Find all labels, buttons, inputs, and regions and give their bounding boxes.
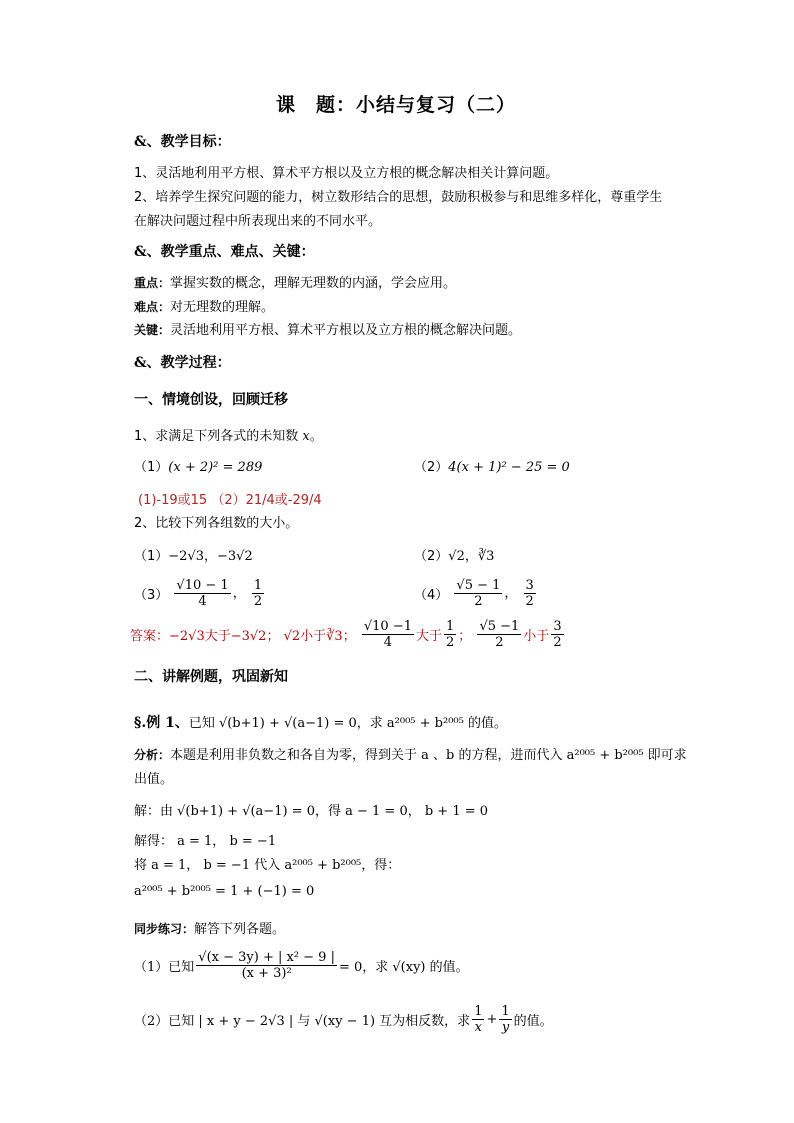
practice-2 (134, 1004, 553, 1035)
frac-denominator: 2 (525, 594, 534, 609)
section-1-heading: 一、情境创设，回顾迁移 (134, 392, 288, 408)
practice-label: 同步练习： (134, 922, 195, 936)
goal-2-cont: 在解决问题过程中所表现出来的不同水平。 (134, 214, 382, 229)
frac-denominator: 2 (253, 594, 263, 609)
question-2a-expr: −2√3，−3√2 (168, 549, 253, 564)
question-1b-label: （2） (414, 460, 449, 475)
analysis-line-1 (134, 744, 687, 763)
frac-numerator: 3 (525, 578, 534, 593)
section-2-heading: 二、讲解例题，巩固新知 (134, 669, 288, 685)
key-line (134, 319, 521, 338)
practice-1-post: = 0，求 √(xy) 的值。 (338, 960, 469, 975)
goal-1: 1、灵活地利用平方根、算术平方根以及立方根的概念解决相关计算问题。 (134, 166, 559, 181)
frac-denominator: 4 (198, 594, 207, 609)
frac-numerator: 1 (501, 1004, 510, 1019)
question-2d-frac (454, 578, 502, 609)
question-1b-expr: 4(x + 1)² − 25 = 0 (448, 460, 570, 475)
answer-3-relation: 大于 (415, 629, 442, 644)
answer-4-frac2 (551, 619, 563, 650)
practice-1-frac (196, 950, 337, 981)
difficulty-label: 难点： (134, 300, 171, 314)
question-1a-expr: (x + 2)² = 289 (168, 460, 263, 475)
question-2a-label: （1） (134, 549, 169, 564)
frac-numerator: √(x − 3y) + | x² − 9 | (198, 950, 335, 965)
question-1-end: 。 (309, 429, 323, 444)
question-2c: （3） $\frac{√10 - 1}{4}$ ， $\frac{1}{2}$ (134, 578, 263, 609)
question-2b (414, 545, 494, 564)
plus-sign: + (486, 1012, 498, 1027)
solution-line-4: a²⁰⁰⁵ + b²⁰⁰⁵ = 1 + (−1) = 0 (134, 884, 315, 899)
question-1a-label: （1） (134, 460, 169, 475)
key-label: 关键： (134, 323, 171, 337)
question-2: 2、比较下列各组数的大小。 (134, 516, 299, 531)
question-2d: （4） $\frac{√5 - 1}{2}$ ， $\frac{3}{2}$ (414, 578, 534, 609)
frac-denominator: 2 (495, 635, 504, 650)
frac-numerator: √5 −1 (479, 619, 520, 634)
frac-numerator: 1 (474, 1004, 483, 1019)
example-1 (134, 712, 507, 732)
question-1-text: 1、求满足下列各式的未知数 (134, 429, 299, 444)
solution-line-2: 解得： a = 1， b = −1 (134, 834, 277, 849)
question-2c-frac (174, 578, 230, 609)
question-1-answer: (1)-19或15 （2）21/4或-29/4 (138, 493, 322, 508)
frac-numerator: 1 (446, 619, 455, 634)
frac-numerator: √10 −1 (363, 619, 412, 634)
difficulty-line (134, 296, 274, 315)
question-1b (414, 456, 570, 475)
analysis-line-2: 出值。 (134, 772, 174, 787)
solution-line-3: 将 a = 1， b = −1 代入 a²⁰⁰⁵ + b²⁰⁰⁵，得： (134, 858, 401, 873)
practice-1-pre: （1）已知 (134, 960, 195, 975)
frac-denominator: y (501, 1020, 510, 1035)
question-1-var: x (302, 429, 310, 444)
answer-1: −2√3大于−3√2； (169, 629, 280, 644)
goals-heading: &、教学目标： (134, 134, 231, 150)
focus-line (134, 272, 456, 291)
frac-denominator: 2 (446, 635, 455, 650)
practice-2-post: 的值。 (513, 1014, 553, 1029)
answer-4-frac (477, 619, 521, 650)
solution-line-1: 解：由 √(b+1) + √(a−1) = 0，得 a − 1 = 0， b + 1 = 0 (134, 804, 489, 819)
answer-3-frac2 (444, 619, 456, 650)
frac-numerator: 1 (253, 578, 263, 593)
frac-numerator: √5 − 1 (456, 578, 501, 593)
practice-2-frac-x (472, 1004, 484, 1035)
frac-denominator: 4 (383, 635, 393, 650)
question-1 (134, 425, 323, 444)
example-text: 已知 √(b+1) + √(a−1) = 0，求 a²⁰⁰⁵ + b²⁰⁰⁵ 的值。 (188, 716, 507, 731)
focus-text: 掌握实数的概念，理解无理数的内涵，学会应用。 (170, 276, 457, 291)
difficulty-text: 对无理数的理解。 (170, 300, 275, 315)
answer-label: 答案： (130, 629, 170, 644)
frac-denominator: 2 (474, 594, 483, 609)
answer-4-relation: 小于 (523, 629, 550, 644)
question-2-answer (130, 619, 566, 650)
practice-text: 解答下列各题。 (194, 922, 286, 937)
answer-2: √2小于∛3； (283, 629, 356, 644)
answer-3-end: ； (458, 629, 472, 644)
key-text: 灵活地利用平方根、算术平方根以及立方根的概念解决问题。 (170, 323, 522, 338)
question-2a (134, 545, 253, 564)
page-title: 课 题：小结与复习（二） (276, 94, 517, 116)
question-2c-frac2 (252, 578, 264, 609)
question-2b-expr: √2，∛3 (448, 549, 495, 564)
practice-1 (134, 950, 469, 981)
process-heading: &、教学过程： (134, 355, 231, 371)
frac-numerator: √10 − 1 (176, 578, 229, 593)
question-1a (134, 456, 262, 475)
goal-2: 2、培养学生探究问题的能力，树立数形结合的思想，鼓励积极参与和思维多样化，尊重学生 (134, 190, 663, 205)
practice-line (134, 918, 285, 937)
practice-2-frac-y (499, 1004, 511, 1035)
question-2d-frac2 (524, 578, 536, 609)
focus-label: 重点： (134, 276, 171, 290)
question-2b-label: （2） (414, 549, 449, 564)
analysis-label: 分析： (134, 748, 171, 762)
analysis-text: 本题是利用非负数之和各自为零，得到关于 a 、b 的方程，进而代入 a²⁰⁰⁵ + b²⁰⁰⁵ 即可求 (170, 748, 687, 763)
frac-denominator: (x + 3)² (241, 966, 292, 981)
question-2d-label: （4） (414, 588, 449, 603)
practice-2-pre: （2）已知 | x + y − 2√3 | 与 √(xy − 1) 互为相反数，求 (134, 1014, 471, 1029)
question-2c-label: （3） (134, 588, 169, 603)
answer-3-frac (362, 619, 414, 650)
frac-denominator: 2 (553, 635, 562, 650)
keys-heading: &、教学重点、难点、关键： (134, 244, 315, 260)
frac-numerator: 3 (553, 619, 562, 634)
example-label: §.例 1、 (134, 715, 189, 731)
frac-denominator: x (474, 1020, 482, 1035)
